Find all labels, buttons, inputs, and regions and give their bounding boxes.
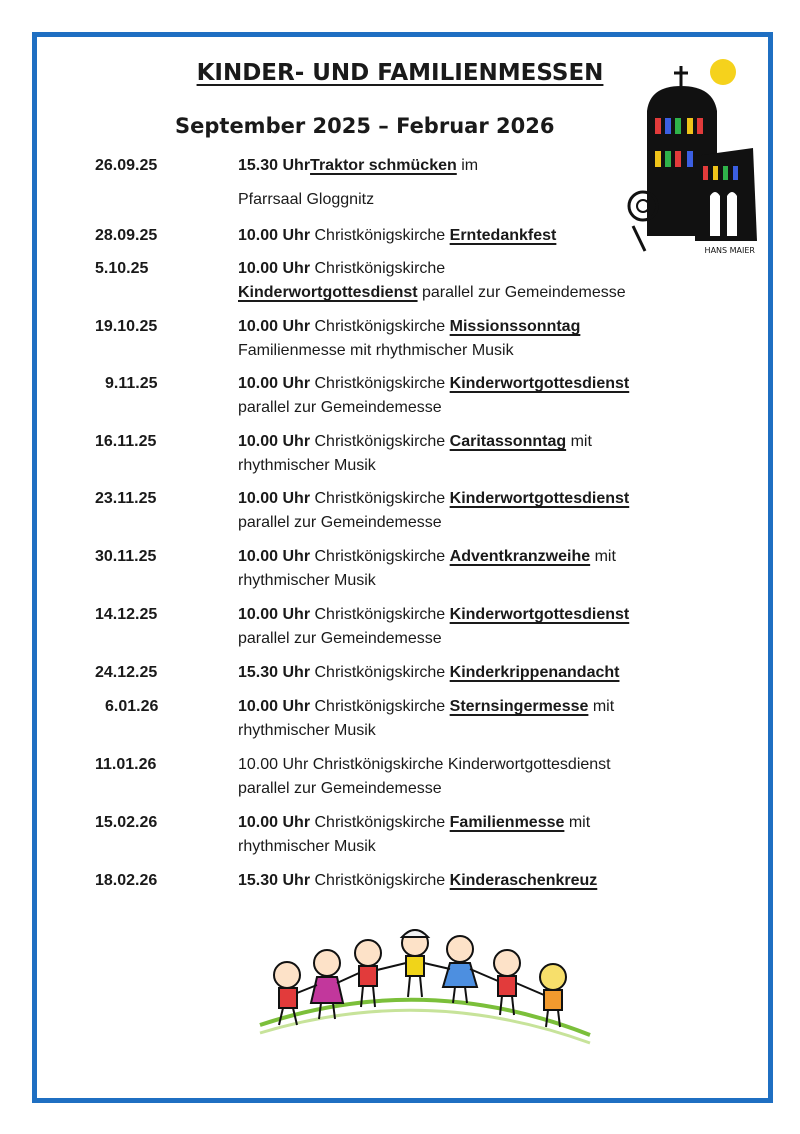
event-place: Christkönigskirche (310, 698, 450, 715)
event-line-2 (238, 281, 626, 305)
event-line-2 (238, 511, 442, 535)
event-details: parallel zur Gemeindemesse (238, 399, 442, 416)
event-date: 6.01.26 (105, 698, 159, 715)
event-line (238, 603, 629, 627)
event-date: 23.11.25 (95, 490, 157, 507)
event-suffix: mit (564, 814, 591, 831)
event-date: 18.02.26 (95, 872, 158, 889)
event-place: Christkönigskirche (310, 872, 450, 889)
event-date: 15.02.26 (95, 814, 158, 831)
event-line (238, 695, 614, 719)
event-name: Erntedankfest (449, 227, 557, 244)
event-line (238, 753, 611, 777)
event-time: 10.00 Uhr (238, 606, 311, 623)
event-suffix: im (456, 157, 479, 174)
event-line-2 (238, 396, 442, 420)
event-date: 16.11.25 (95, 433, 157, 450)
event-details: rhythmischer Musik (238, 572, 376, 589)
event-name: Kinderkrippenandacht (449, 664, 620, 681)
event-line-2 (238, 777, 442, 801)
event-line (238, 545, 616, 569)
event-time: 10.00 Uhr (238, 318, 311, 335)
event-details: parallel zur Gemeindemesse (238, 630, 442, 647)
event-suffix: mit (590, 548, 616, 565)
event-name: Familienmesse (449, 814, 565, 831)
event-time: 10.00 Uhr (238, 227, 311, 244)
event-date: 14.12.25 (95, 606, 158, 623)
event-name: Caritassonntag (449, 433, 567, 450)
event-place: Christkönigskirche (310, 664, 450, 681)
event-name: Kinderwortgottesdienst (449, 606, 630, 623)
event-line-2 (238, 454, 376, 478)
event-line (238, 487, 629, 511)
event-name: Missionssonntag (449, 318, 581, 335)
event-details: parallel zur Gemeindemesse (238, 780, 442, 797)
event-line (238, 430, 592, 454)
event-time: 10.00 Uhr (238, 375, 311, 392)
event-name: Kinderwortgottesdienst (238, 284, 418, 301)
event-place: Christkönigskirche (310, 606, 450, 623)
event-place: Christkönigskirche (310, 375, 450, 392)
event-line (238, 257, 445, 281)
event-line-2 (238, 188, 374, 212)
event-details: rhythmischer Musik (238, 838, 376, 855)
event-date: 11.01.26 (95, 756, 157, 773)
event-name: Kinderaschenkreuz (449, 872, 598, 889)
event-place: Christkönigskirche (310, 490, 450, 507)
event-date: 30.11.25 (95, 548, 157, 565)
event-line (238, 811, 590, 835)
event-line (238, 869, 597, 893)
svg-text:HANS MAIER: HANS MAIER (704, 246, 755, 255)
children-illustration (255, 915, 595, 1050)
event-date: 28.09.25 (95, 227, 158, 244)
event-name: Sternsingermesse (449, 698, 589, 715)
event-line-2 (238, 719, 376, 743)
event-name: Traktor schmücken (310, 157, 457, 174)
event-line (238, 315, 580, 339)
event-name: Kinderwortgottesdienst (449, 375, 630, 392)
event-place: Christkönigskirche (310, 814, 450, 831)
event-line-2 (238, 339, 514, 363)
event-place: Christkönigskirche (310, 433, 450, 450)
event-date: 19.10.25 (95, 318, 158, 335)
event-place: Christkönigskirche (310, 260, 446, 277)
event-time: 15.30 Uhr (238, 872, 311, 889)
event-place: Christkönigskirche (310, 227, 450, 244)
event-line (238, 224, 556, 248)
event-details: Familienmesse mit rhythmischer Musik (238, 342, 514, 359)
event-details: rhythmischer Musik (238, 722, 376, 739)
date-range-subtitle: September 2025 – Februar 2026 (175, 114, 555, 138)
event-time: 15.30 Uhr (238, 157, 311, 174)
event-time: 10.00 Uhr (238, 814, 311, 831)
event-name: Kinderwortgottesdienst (449, 490, 630, 507)
event-date: 26.09.25 (95, 157, 158, 174)
event-time: 10.00 Uhr (238, 433, 311, 450)
event-place: Christkönigskirche (310, 318, 450, 335)
event-date: 24.12.25 (95, 664, 158, 681)
page-title: KINDER- UND FAMILIENMESSEN (196, 60, 604, 86)
event-date: 5.10.25 (95, 260, 149, 277)
event-details: parallel zur Gemeindemesse (238, 514, 442, 531)
event-suffix: mit (566, 433, 592, 450)
event-line (238, 154, 478, 178)
event-line-2 (238, 569, 376, 593)
event-name: Adventkranzweihe (449, 548, 591, 565)
event-details: Pfarrsaal Gloggnitz (238, 191, 375, 208)
event-line (238, 661, 619, 685)
church-illustration (625, 56, 760, 256)
event-details: rhythmischer Musik (238, 457, 376, 474)
event-text: 10.00 Uhr Christkönigskirche Kinderwortgottesdienst (238, 756, 611, 773)
event-time: 10.00 Uhr (238, 490, 311, 507)
event-time: 10.00 Uhr (238, 548, 311, 565)
event-line-2 (238, 835, 376, 859)
event-suffix: mit (588, 698, 615, 715)
event-details: parallel zur Gemeindemesse (417, 284, 626, 301)
event-line (238, 372, 629, 396)
event-line-2 (238, 627, 442, 651)
event-place: Christkönigskirche (310, 548, 450, 565)
event-time: 10.00 Uhr (238, 698, 311, 715)
event-date: 9.11.25 (105, 375, 158, 392)
event-time: 10.00 Uhr (238, 260, 311, 277)
event-time: 15.30 Uhr (238, 664, 311, 681)
